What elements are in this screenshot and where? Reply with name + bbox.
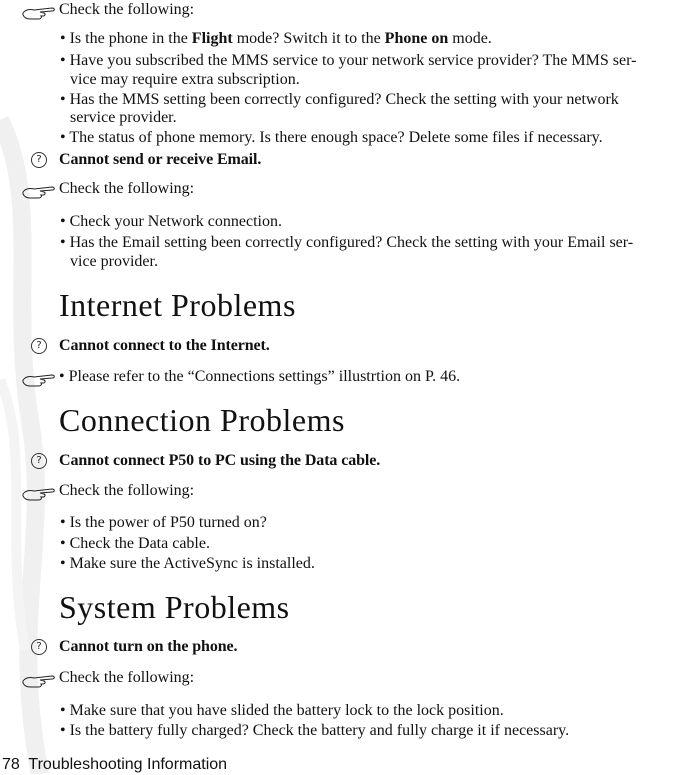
question-turn-on: Cannot turn on the phone.: [59, 638, 238, 655]
question-data-cable: Cannot connect P50 to PC using the Data cable.: [59, 452, 381, 469]
pointing-hand-icon: [22, 183, 56, 199]
bullet-mms-subscription-cont: vice may require extra subscription.: [70, 71, 300, 88]
flight-term: Flight: [191, 30, 233, 47]
bullet-mms-setting-cont: service provider.: [70, 109, 177, 126]
pointing-hand-icon: [22, 672, 56, 688]
bullet-text: mode.: [448, 30, 492, 47]
pointing-hand-icon: [22, 485, 56, 501]
question-internet: Cannot connect to the Internet.: [59, 337, 270, 354]
question-circle-icon: ?: [31, 453, 47, 469]
question-circle-icon: ?: [31, 639, 47, 655]
question-circle-icon: ?: [31, 338, 47, 354]
bullet-battery-lock: • Make sure that you have slided the battery lock to the lock position.: [60, 702, 504, 719]
bullet-power: • Is the power of P50 turned on?: [60, 514, 267, 531]
bullet-email-setting-cont: vice provider.: [70, 253, 158, 270]
heading-connection-problems: Connection Problems: [59, 402, 345, 438]
question-circle-icon: ?: [31, 152, 47, 168]
check-label: Check the following:: [59, 180, 195, 197]
bullet-battery-charged: • Is the battery fully charged? Check the battery and fully charge it if necessary.: [60, 722, 570, 739]
bullet-mms-setting: • Has the MMS setting been correctly configured? Check the setting with your network: [60, 91, 619, 108]
pointing-hand-icon: [22, 371, 56, 387]
bullet-email-setting: • Has the Email setting been correctly configured? Check the setting with your Email ser-: [60, 234, 634, 251]
heading-system-problems: System Problems: [59, 589, 290, 625]
check-label: Check the following:: [59, 1, 195, 18]
bullet-mms-subscription: • Have you subscribed the MMS service to your network service provider? The MMS ser-: [60, 52, 637, 69]
bullet-phone-memory: • The status of phone memory. Is there enough space? Delete some files if necessary.: [60, 129, 603, 146]
bullet-text: mode? Switch it to the: [232, 30, 385, 47]
bullet-data-cable: • Check the Data cable.: [60, 535, 210, 552]
footer-title: Troubleshooting Information: [28, 756, 228, 773]
page-footer: [2, 755, 227, 775]
phone-on-term: Phone on: [384, 30, 449, 47]
question-email: Cannot send or receive Email.: [59, 151, 262, 168]
bullet-activesync: • Make sure the ActiveSync is installed.: [60, 555, 315, 572]
heading-internet-problems: Internet Problems: [59, 287, 296, 323]
bullet-network-connection: • Check your Network connection.: [60, 213, 282, 230]
check-label: Check the following:: [59, 669, 195, 686]
check-label: Check the following:: [59, 482, 195, 499]
note-connections-settings: • Please refer to the “Connections settings” illustrtion on P. 46.: [59, 368, 461, 385]
page-number: 78: [2, 756, 20, 773]
bullet-flight-mode: [60, 29, 492, 49]
bullet-text: • Is the phone in the: [60, 30, 192, 47]
pointing-hand-icon: [22, 4, 56, 20]
